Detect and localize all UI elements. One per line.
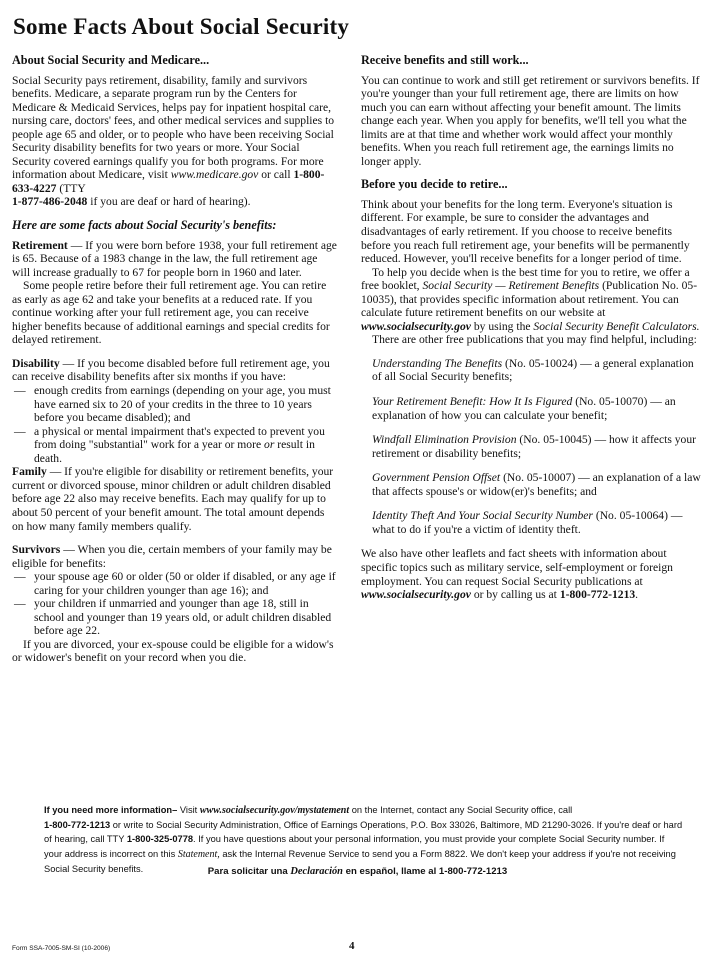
medicare-tty: 1-877-486-2048 xyxy=(12,195,88,209)
right-column xyxy=(361,54,701,602)
list-item: Government Pension Offset (No. 05-10007) — an explanation of a law that affects spouse's or widow(er)'s benefits; and xyxy=(372,471,701,498)
facts-heading: Here are some facts about Social Security's benefits: xyxy=(12,218,277,233)
disability-term: Disability xyxy=(12,356,60,370)
retire-heading: Before you decide to retire... xyxy=(361,177,508,192)
publications-list xyxy=(361,357,701,536)
list-item: Your Retirement Benefit: How It Is Figured (No. 05-10070) — an explanation of how you can calculate your benefit; xyxy=(372,395,676,422)
medicare-phone: 1-800-633-4227 xyxy=(12,168,325,195)
spanish-request-line: Para solicitar una Declaración en español, llame al 1-800-772-1213 xyxy=(207,866,508,877)
footer-lead: If you need more information– xyxy=(44,805,178,815)
list-item: — your spouse age 60 or older (50 or older if disabled, or any age if caring for your children younger than age 16); and xyxy=(34,570,338,597)
footer-tty: 1-800-325-0778 xyxy=(126,834,194,845)
retire-paragraph-2: To help you decide when is the best time for you to retire, we offer a free booklet, Social Security — Retirement Benefits (Publication No. 05-10035), that provides specific information about retirement. You can calculate future retirement benefits on our website at www.socialsecurity.gov by using the Social Security Benefit Calculators. xyxy=(361,265,700,333)
left-column xyxy=(12,54,338,665)
retire-paragraph-3: There are other free publications that you may find helpful, including: xyxy=(372,333,697,347)
family-term: Family xyxy=(12,465,47,479)
medicare-paragraph: Social Security pays retirement, disability, family and survivors benefits. Medicare, a separate program run by the Centers for Medicare & Medicaid Services, helps pay for inpatient hospital care, nursing care, doctors' fees, and other medical services and supplies to people age 65 and older, or to people who have been receiving Social Security disability benefits for two years or more. Your Social Security covered earnings qualify you for both programs. For more information about Medicare, visit www.medicare.gov or call 1-800-633-4227 (TTY 1-877-486-2048 if you are deaf or hard of hearing). xyxy=(12,73,335,209)
survivors-term: Survivors xyxy=(12,543,61,557)
footer-phone: 1-800-772-1213 xyxy=(44,820,111,831)
list-item: — your children if unmarried and younger than age 18, still in school and younger than 19 years old, or adult children disabled before age 22. xyxy=(34,597,338,638)
survivors-list xyxy=(12,570,338,638)
socialsecurity-link[interactable]: www.socialsecurity.gov xyxy=(361,319,471,333)
work-heading: Receive benefits and still work... xyxy=(361,53,529,67)
work-paragraph: You can continue to work and still get retirement or survivors benefits. If you're younger than your full retirement age, there are limits on how much you can earn without affecting your benefit amount. The limits change each year. When you apply for benefits, we'll tell you what the limits are at that time and whether work would affect your monthly benefits. When you reach full retirement age, the earnings limits no longer apply. xyxy=(361,73,700,168)
survivors-paragraph: Survivors — When you die, certain members of your family may be eligible for benefits: xyxy=(12,543,332,570)
list-item: — a physical or mental impairment that's expected to prevent you from doing "substantial" work for a year or more or result in death. xyxy=(34,425,338,466)
benefit-calculators: Social Security Benefit Calculators. xyxy=(533,319,700,333)
family-paragraph: Family — If you're eligible for disability or retirement benefits, your current or divorced spouse, minor children or adult children disabled before age 22 also may receive benefits. Each may qualify for up to about 50 percent of your benefit amount. The total amount depends on how many family members qualify. xyxy=(12,465,334,533)
retirement-paragraph-2: Some people retire before their full retirement age. You can retire as early as age 62 and take your benefits at a reduced rate. If you continue working after your full retirement age, you can receive higher benefits because of additional earnings and special credits for delayed retirement. xyxy=(12,279,330,347)
list-item: Identity Theft And Your Social Security Number (No. 05-10064) — what to do if you're a victim of identity theft. xyxy=(372,509,683,536)
retirement-term: Retirement xyxy=(12,238,68,252)
list-item: — enough credits from earnings (depending on your age, you must have earned six to 20 of your credits in the three to 10 years before you became disabled); and xyxy=(34,384,338,425)
medicare-heading: About Social Security and Medicare... xyxy=(12,53,210,67)
medicare-link[interactable]: www.medicare.gov xyxy=(170,168,259,182)
socialsecurity-link-2[interactable]: www.socialsecurity.gov xyxy=(361,588,471,602)
form-number: Form SSA-7005-SM-SI (10-2006) xyxy=(12,945,111,952)
retirement-paragraph: Retirement — If you were born before 1938, your full retirement age is 65. Because of a 1983 change in the law, the full retirement age will increase gradually to 67 for people born in 1960 and later. xyxy=(12,238,337,279)
more-information-footer: If you need more information– Visit www.socialsecurity.gov/mystatement on the Internet, contact any Social Security office, call 1-800-772-1213 or write to Social Security Administration, Office of Earnings Operations, P.O. Box 33026, Baltimore, MD 21290-3026. If you're deaf or hard of hearing, call TTY 1-800-325-0778. If you have questions about your personal information, you must provide your complete Social Security number. If your address is incorrect on this Statement, ask the Internal Revenue Service to send you a Form 8822. We don't keep your address if you're not receiving Social Security benefits. xyxy=(44,805,683,874)
survivors-paragraph-2: If you are divorced, your ex-spouse could be eligible for a widow's or widower's benefit on your record when you die. xyxy=(12,637,334,665)
page-title: Some Facts About Social Security xyxy=(13,14,350,39)
mystatement-link[interactable]: www.socialsecurity.gov/mystatement xyxy=(199,805,350,816)
list-item: Understanding The Benefits (No. 05-10024) — a general explanation of all Social Security benefits; xyxy=(372,356,694,384)
retirement-booklet-title: Social Security — Retirement Benefits xyxy=(422,279,600,293)
disability-list xyxy=(12,384,338,465)
disability-paragraph: Disability — If you become disabled before full retirement age, you can receive disability benefits after six months if you have: xyxy=(12,356,330,384)
page-number: 4 xyxy=(349,940,355,952)
list-item: Windfall Elimination Provision (No. 05-10045) — how it affects your retirement or disability benefits; xyxy=(372,433,696,460)
retire-paragraph-1: Think about your benefits for the long term. Everyone's situation is different. For example, be sure to consider the advantages and disadvantages of early retirement. If you choose to receive benefits before you reach full retirement age, your benefits will be permanently reduced. However, you'll receive benefits for a longer period of time. xyxy=(361,197,690,266)
leaflets-paragraph: We also have other leaflets and fact sheets with information about specific topics such as military service, self-employment or foreign employment. You can request Social Security publications at www.socialsecurity.gov or by calling us at 1-800-772-1213. xyxy=(361,547,673,602)
ssa-phone: 1-800-772-1213 xyxy=(559,588,636,602)
